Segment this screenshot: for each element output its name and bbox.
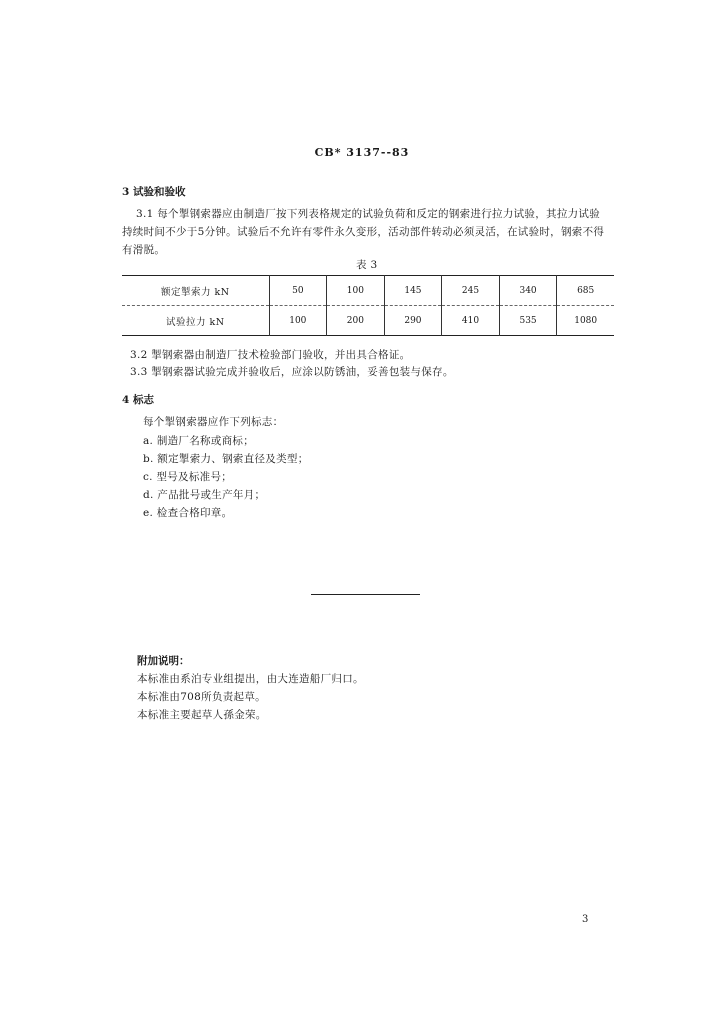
table-cell: 145 xyxy=(384,276,442,306)
table-cell: 410 xyxy=(442,306,500,336)
list-item: b. 额定掣索力、钢索直径及类型； xyxy=(143,453,309,465)
section-4-heading: 4 标志 xyxy=(122,394,154,406)
table-cell: 100 xyxy=(269,306,327,336)
section-3-heading: 3 试验和验收 xyxy=(122,186,186,198)
para-3-2: 3.2 掣钢索器由制造厂技术检验部门验收，并出具合格证。 xyxy=(130,349,411,361)
para-3-1-line-1: 3.1 每个掣钢索器应由制造厂按下列表格规定的试验负荷和反定的钢索进行拉力试验，其拉力试验 xyxy=(136,208,601,220)
table-cell: 685 xyxy=(557,276,614,306)
list-item: e. 检查合格印章。 xyxy=(143,507,233,519)
table-cell: 535 xyxy=(499,306,557,336)
divider xyxy=(311,594,420,595)
table-cell: 245 xyxy=(442,276,500,306)
list-item: d. 产品批号或生产年月； xyxy=(143,489,266,501)
note-line: 本标准由708所负责起草。 xyxy=(137,691,266,703)
table-cell: 200 xyxy=(327,306,385,336)
table-cell: 100 xyxy=(327,276,385,306)
table-cell: 50 xyxy=(269,276,327,306)
para-3-3: 3.3 掣钢索器试验完成并验收后，应涂以防锈油，妥善包装与保存。 xyxy=(130,366,454,378)
table-cell: 1080 xyxy=(557,306,614,336)
list-item: a. 制造厂名称或商标； xyxy=(143,435,255,447)
row-label: 试验拉力 kN xyxy=(165,316,225,328)
table-row xyxy=(122,306,614,336)
para-3-1-line-3: 有滑脱。 xyxy=(122,244,166,256)
table-row xyxy=(122,276,614,306)
table-title: 表 3 xyxy=(356,259,378,271)
table-cell: 290 xyxy=(384,306,442,336)
table-cell: 340 xyxy=(499,276,557,306)
section-4-intro: 每个掣钢索器应作下列标志： xyxy=(143,416,284,428)
row-label: 额定掣索力 kN xyxy=(122,276,269,306)
load-table xyxy=(122,275,614,336)
list-item: c. 型号及标准号； xyxy=(143,471,233,483)
note-line: 本标准主要起草人孫金荣。 xyxy=(137,709,267,721)
document-header: CB* 3137--83 xyxy=(314,146,410,159)
notes-heading: 附加说明： xyxy=(137,655,190,667)
para-3-1-line-2: 持续时间不少于5分钟。试验后不允许有零件永久变形，活动部件转动必须灵活，在试验时，钢索不得 xyxy=(122,226,605,238)
note-line: 本标准由系泊专业组提出，由大连造船厂归口。 xyxy=(137,673,364,685)
page-number: 3 xyxy=(582,914,589,925)
